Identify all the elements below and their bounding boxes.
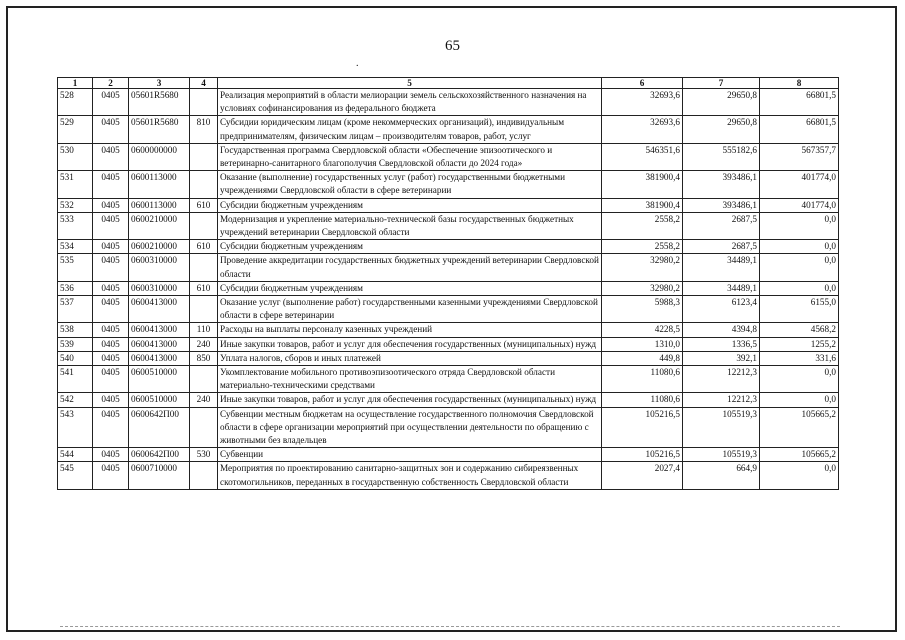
amount-col-6: 4228,5 xyxy=(602,323,683,337)
section-code: 0405 xyxy=(93,254,129,281)
target-article-code: 0600000000 xyxy=(129,143,190,170)
amount-col-8: 0,0 xyxy=(760,254,839,281)
amount-col-6: 32980,2 xyxy=(602,281,683,295)
row-number: 530 xyxy=(58,143,93,170)
row-number: 531 xyxy=(58,171,93,198)
column-header-5: 5 xyxy=(218,78,602,89)
row-description: Субсидии бюджетным учреждениям xyxy=(218,281,602,295)
amount-col-7: 12212,3 xyxy=(683,393,760,407)
table-row xyxy=(58,323,839,337)
column-header-4: 4 xyxy=(190,78,218,89)
amount-col-6: 11080,6 xyxy=(602,366,683,393)
table-row xyxy=(58,116,839,143)
page-number: 65 xyxy=(445,38,460,54)
row-number: 543 xyxy=(58,407,93,448)
amount-col-7: 664,9 xyxy=(683,462,760,489)
amount-col-7: 12212,3 xyxy=(683,366,760,393)
section-code: 0405 xyxy=(93,281,129,295)
section-code: 0405 xyxy=(93,462,129,489)
column-header-2: 2 xyxy=(93,78,129,89)
section-code: 0405 xyxy=(93,212,129,239)
target-article-code: 0600310000 xyxy=(129,254,190,281)
amount-col-7: 6123,4 xyxy=(683,296,760,323)
row-number: 542 xyxy=(58,393,93,407)
column-header-7: 7 xyxy=(683,78,760,89)
budget-table xyxy=(57,77,839,490)
column-header-8: 8 xyxy=(760,78,839,89)
target-article-code: 0600113000 xyxy=(129,171,190,198)
table-row xyxy=(58,296,839,323)
amount-col-7: 555182,6 xyxy=(683,143,760,170)
amount-col-7: 1336,5 xyxy=(683,337,760,351)
table-row xyxy=(58,337,839,351)
row-number: 540 xyxy=(58,351,93,365)
row-description: Субсидии бюджетным учреждениям xyxy=(218,240,602,254)
row-description: Субвенции xyxy=(218,448,602,462)
amount-col-6: 546351,6 xyxy=(602,143,683,170)
row-number: 541 xyxy=(58,366,93,393)
row-number: 528 xyxy=(58,89,93,116)
expense-type-code: 810 xyxy=(190,116,218,143)
table-header-row xyxy=(58,78,839,89)
row-number: 529 xyxy=(58,116,93,143)
target-article-code: 0600642П00 xyxy=(129,448,190,462)
target-article-code: 0600710000 xyxy=(129,462,190,489)
amount-col-8: 0,0 xyxy=(760,281,839,295)
amount-col-6: 32980,2 xyxy=(602,254,683,281)
amount-col-7: 2687,5 xyxy=(683,240,760,254)
row-description: Расходы на выплаты персоналу казенных учреждений xyxy=(218,323,602,337)
row-description: Иные закупки товаров, работ и услуг для обеспечения государственных (муниципальных) нужд xyxy=(218,337,602,351)
row-description: Реализация мероприятий в области мелиорации земель сельскохозяйственного назначения на условиях софинансирования из федерального бюджета xyxy=(218,89,602,116)
target-article-code: 05601R5680 xyxy=(129,116,190,143)
row-description: Оказание услуг (выполнение работ) государственными казенными учреждениями Свердловской области в сфере ветеринарии xyxy=(218,296,602,323)
row-description: Оказание (выполнение) государственных услуг (работ) государственными бюджетными учреждениями Свердловской области в сфере ветеринарии xyxy=(218,171,602,198)
section-code: 0405 xyxy=(93,171,129,198)
target-article-code: 0600510000 xyxy=(129,393,190,407)
table-row xyxy=(58,281,839,295)
amount-col-8: 567357,7 xyxy=(760,143,839,170)
amount-col-7: 29650,8 xyxy=(683,89,760,116)
amount-col-6: 2558,2 xyxy=(602,240,683,254)
amount-col-8: 105665,2 xyxy=(760,407,839,448)
expense-type-code: 240 xyxy=(190,393,218,407)
table-row xyxy=(58,198,839,212)
amount-col-6: 32693,6 xyxy=(602,89,683,116)
section-code: 0405 xyxy=(93,337,129,351)
target-article-code: 0600113000 xyxy=(129,198,190,212)
amount-col-7: 393486,1 xyxy=(683,198,760,212)
target-article-code: 0600642П00 xyxy=(129,407,190,448)
amount-col-6: 1310,0 xyxy=(602,337,683,351)
amount-col-8: 4568,2 xyxy=(760,323,839,337)
section-code: 0405 xyxy=(93,143,129,170)
amount-col-7: 105519,3 xyxy=(683,407,760,448)
amount-col-8: 6155,0 xyxy=(760,296,839,323)
amount-col-7: 34489,1 xyxy=(683,281,760,295)
expense-type-code: 530 xyxy=(190,448,218,462)
row-number: 535 xyxy=(58,254,93,281)
expense-type-code xyxy=(190,366,218,393)
target-article-code: 0600413000 xyxy=(129,323,190,337)
target-article-code: 0600413000 xyxy=(129,337,190,351)
expense-type-code: 850 xyxy=(190,351,218,365)
section-code: 0405 xyxy=(93,89,129,116)
table-row xyxy=(58,448,839,462)
section-code: 0405 xyxy=(93,366,129,393)
amount-col-8: 105665,2 xyxy=(760,448,839,462)
section-code: 0405 xyxy=(93,393,129,407)
row-description: Государственная программа Свердловской области «Обеспечение эпизоотического и ветеринарно-санитарного благополучия Свердловской области до 2024 года» xyxy=(218,143,602,170)
expense-type-code xyxy=(190,254,218,281)
table-row xyxy=(58,89,839,116)
amount-col-6: 2027,4 xyxy=(602,462,683,489)
row-description: Укомплектование мобильного противоэпизоотического отряда Свердловской области материально-техническими средствами xyxy=(218,366,602,393)
expense-type-code: 610 xyxy=(190,240,218,254)
amount-col-8: 401774,0 xyxy=(760,171,839,198)
expense-type-code: 610 xyxy=(190,198,218,212)
amount-col-6: 32693,6 xyxy=(602,116,683,143)
amount-col-6: 449,8 xyxy=(602,351,683,365)
page-mark: . xyxy=(356,58,359,69)
section-code: 0405 xyxy=(93,240,129,254)
table-row xyxy=(58,366,839,393)
amount-col-7: 105519,3 xyxy=(683,448,760,462)
row-number: 534 xyxy=(58,240,93,254)
amount-col-8: 0,0 xyxy=(760,366,839,393)
expense-type-code xyxy=(190,89,218,116)
row-number: 533 xyxy=(58,212,93,239)
amount-col-8: 0,0 xyxy=(760,462,839,489)
row-description: Уплата налогов, сборов и иных платежей xyxy=(218,351,602,365)
section-code: 0405 xyxy=(93,351,129,365)
amount-col-7: 29650,8 xyxy=(683,116,760,143)
expense-type-code xyxy=(190,143,218,170)
row-description: Иные закупки товаров, работ и услуг для обеспечения государственных (муниципальных) нужд xyxy=(218,393,602,407)
table-row xyxy=(58,254,839,281)
section-code: 0405 xyxy=(93,448,129,462)
column-header-6: 6 xyxy=(602,78,683,89)
target-article-code: 05601R5680 xyxy=(129,89,190,116)
amount-col-8: 0,0 xyxy=(760,393,839,407)
target-article-code: 0600510000 xyxy=(129,366,190,393)
section-code: 0405 xyxy=(93,198,129,212)
expense-type-code: 610 xyxy=(190,281,218,295)
amount-col-6: 5988,3 xyxy=(602,296,683,323)
amount-col-6: 2558,2 xyxy=(602,212,683,239)
row-description: Проведение аккредитации государственных бюджетных учреждений ветеринарии Свердловской области xyxy=(218,254,602,281)
amount-col-6: 105216,5 xyxy=(602,407,683,448)
expense-type-code xyxy=(190,171,218,198)
row-number: 539 xyxy=(58,337,93,351)
row-number: 537 xyxy=(58,296,93,323)
row-description: Субвенции местным бюджетам на осуществление государственного полномочия Свердловской области в сфере организации мероприятий при осуществлении деятельности по обращению с животными без владельцев xyxy=(218,407,602,448)
column-header-3: 3 xyxy=(129,78,190,89)
table-row xyxy=(58,171,839,198)
section-code: 0405 xyxy=(93,296,129,323)
amount-col-8: 0,0 xyxy=(760,240,839,254)
row-number: 536 xyxy=(58,281,93,295)
amount-col-7: 392,1 xyxy=(683,351,760,365)
row-description: Мероприятия по проектированию санитарно-защитных зон и содержанию сибиреязвенных скотомогильников, переданных в государственную собственность Свердловской области xyxy=(218,462,602,489)
amount-col-6: 381900,4 xyxy=(602,171,683,198)
expense-type-code xyxy=(190,462,218,489)
expense-type-code xyxy=(190,212,218,239)
table-body xyxy=(58,89,839,490)
row-description: Модернизация и укрепление материально-технической базы государственных бюджетных учреждений ветеринарии Свердловской области xyxy=(218,212,602,239)
row-description: Субсидии бюджетным учреждениям xyxy=(218,198,602,212)
amount-col-8: 66801,5 xyxy=(760,116,839,143)
target-article-code: 0600210000 xyxy=(129,240,190,254)
table-row xyxy=(58,351,839,365)
amount-col-7: 2687,5 xyxy=(683,212,760,239)
amount-col-8: 331,6 xyxy=(760,351,839,365)
expense-type-code: 110 xyxy=(190,323,218,337)
amount-col-6: 105216,5 xyxy=(602,448,683,462)
amount-col-6: 11080,6 xyxy=(602,393,683,407)
column-header-1: 1 xyxy=(58,78,93,89)
amount-col-7: 393486,1 xyxy=(683,171,760,198)
target-article-code: 0600310000 xyxy=(129,281,190,295)
target-article-code: 0600210000 xyxy=(129,212,190,239)
target-article-code: 0600413000 xyxy=(129,351,190,365)
amount-col-8: 1255,2 xyxy=(760,337,839,351)
row-number: 544 xyxy=(58,448,93,462)
table-row xyxy=(58,462,839,489)
table-row xyxy=(58,212,839,239)
expense-type-code xyxy=(190,407,218,448)
amount-col-7: 4394,8 xyxy=(683,323,760,337)
amount-col-8: 66801,5 xyxy=(760,89,839,116)
row-number: 532 xyxy=(58,198,93,212)
amount-col-8: 401774,0 xyxy=(760,198,839,212)
row-number: 545 xyxy=(58,462,93,489)
expense-type-code xyxy=(190,296,218,323)
row-number: 538 xyxy=(58,323,93,337)
target-article-code: 0600413000 xyxy=(129,296,190,323)
section-code: 0405 xyxy=(93,116,129,143)
row-description: Субсидии юридическим лицам (кроме некоммерческих организаций), индивидуальным предпринимателям, физическим лицам – производителям товаров, работ, услуг xyxy=(218,116,602,143)
scan-edge-line xyxy=(60,626,840,627)
table-row xyxy=(58,407,839,448)
table-row xyxy=(58,143,839,170)
table-row xyxy=(58,240,839,254)
section-code: 0405 xyxy=(93,407,129,448)
amount-col-8: 0,0 xyxy=(760,212,839,239)
amount-col-7: 34489,1 xyxy=(683,254,760,281)
section-code: 0405 xyxy=(93,323,129,337)
amount-col-6: 381900,4 xyxy=(602,198,683,212)
expense-type-code: 240 xyxy=(190,337,218,351)
table-row xyxy=(58,393,839,407)
